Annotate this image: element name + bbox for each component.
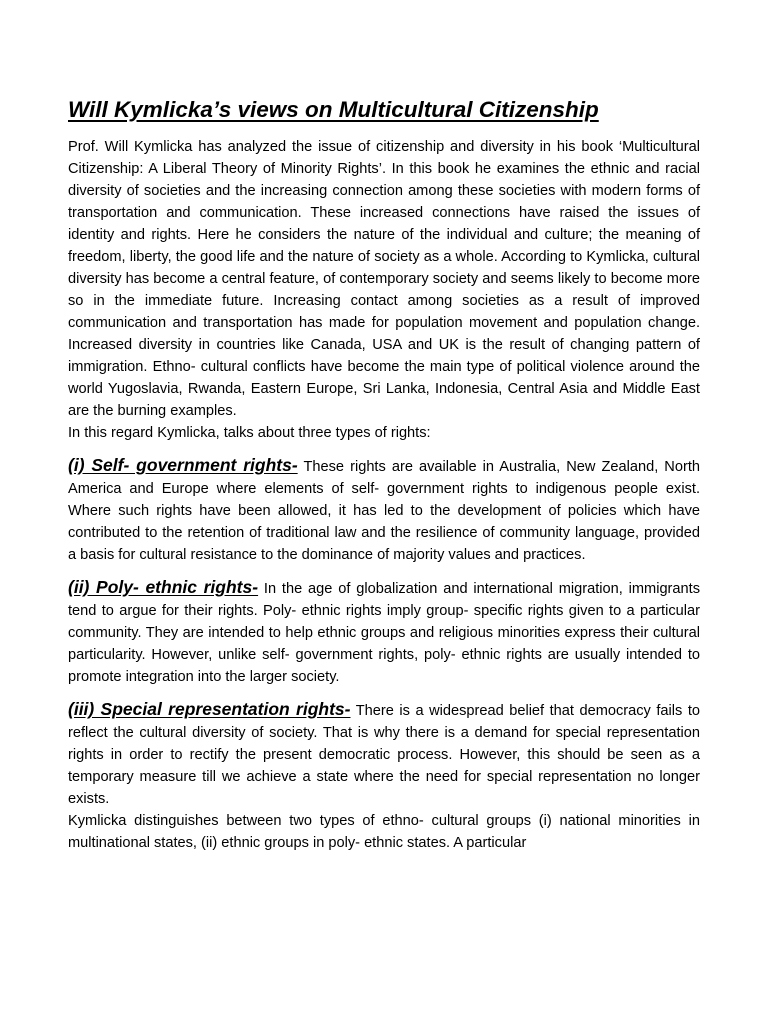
- section-body-special-representation: There is a widespread belief that democracy fails to reflect the cultural diversity of society. That is why there is a demand for special representation rights in order to rectify the present democratic process. However, this should be seen as a temporary measure till we achieve a state where the need for special representation no longer exists.: [68, 703, 700, 807]
- lead-in-paragraph: In this regard Kymlicka, talks about three types of rights:: [68, 425, 431, 441]
- document-title: Will Kymlicka’s views on Multicultural Citizenship: [68, 97, 599, 122]
- section-body-self-government: These rights are available in Australia, New Zealand, North America and Europe where elements of self- government rights to indigenous people exist. Where such rights have been allowed, it has led to the development of policies which have contributed to the retention of traditional law and the resilience of community language, provided a basis for cultural resistance to the dominance of majority values and practices.: [68, 459, 700, 563]
- section-heading-poly-ethnic: (ii) Poly- ethnic rights-: [68, 577, 259, 597]
- section-heading-self-government: (i) Self- government rights-: [68, 455, 298, 475]
- section-poly-ethnic: [68, 576, 700, 688]
- document-page: [68, 92, 700, 854]
- section-body-poly-ethnic: In the age of globalization and international migration, immigrants tend to argue for their rights. Poly- ethnic rights imply group- specific rights given to a particular community. They are intended to help ethnic groups and religious minorities express their cultural particularity. However, unlike self- government rights, poly- ethnic rights are usually intended to promote integration into the larger society.: [68, 581, 701, 685]
- section-self-government: [68, 454, 700, 566]
- section-special-representation: [68, 698, 700, 810]
- section-heading-special-representation: (iii) Special representation rights-: [68, 699, 351, 719]
- intro-paragraph: Prof. Will Kymlicka has analyzed the issue of citizenship and diversity in his book ‘Multicultural Citizenship: A Liberal Theory of Minority Rights’. In this book he examines the ethnic and racial diversity of societies and the increasing connection among these societies with modern forms of transportation and communication. These increased connections have raised the issues of identity and rights. Here he considers the nature of the individual and culture; the meaning of freedom, liberty, the good life and the nature of society as a whole. According to Kymlicka, cultural diversity has become a central feature, of contemporary society and seems likely to become more so in the immediate future. Increasing contact among societies as a result of improved communication and transportation has made for population movement and population change. Increased diversity in countries like Canada, USA and UK is the result of changing pattern of immigration. Ethno- cultural conflicts have become the main type of political violence around the world Yugoslavia, Rwanda, Eastern Europe, Sri Lanka, Indonesia, Central Asia and Middle East are the burning examples.: [68, 139, 700, 419]
- closing-paragraph: Kymlicka distinguishes between two types of ethno- cultural groups (i) national minorities in multinational states, (ii) ethnic groups in poly- ethnic states. A particular: [68, 813, 700, 851]
